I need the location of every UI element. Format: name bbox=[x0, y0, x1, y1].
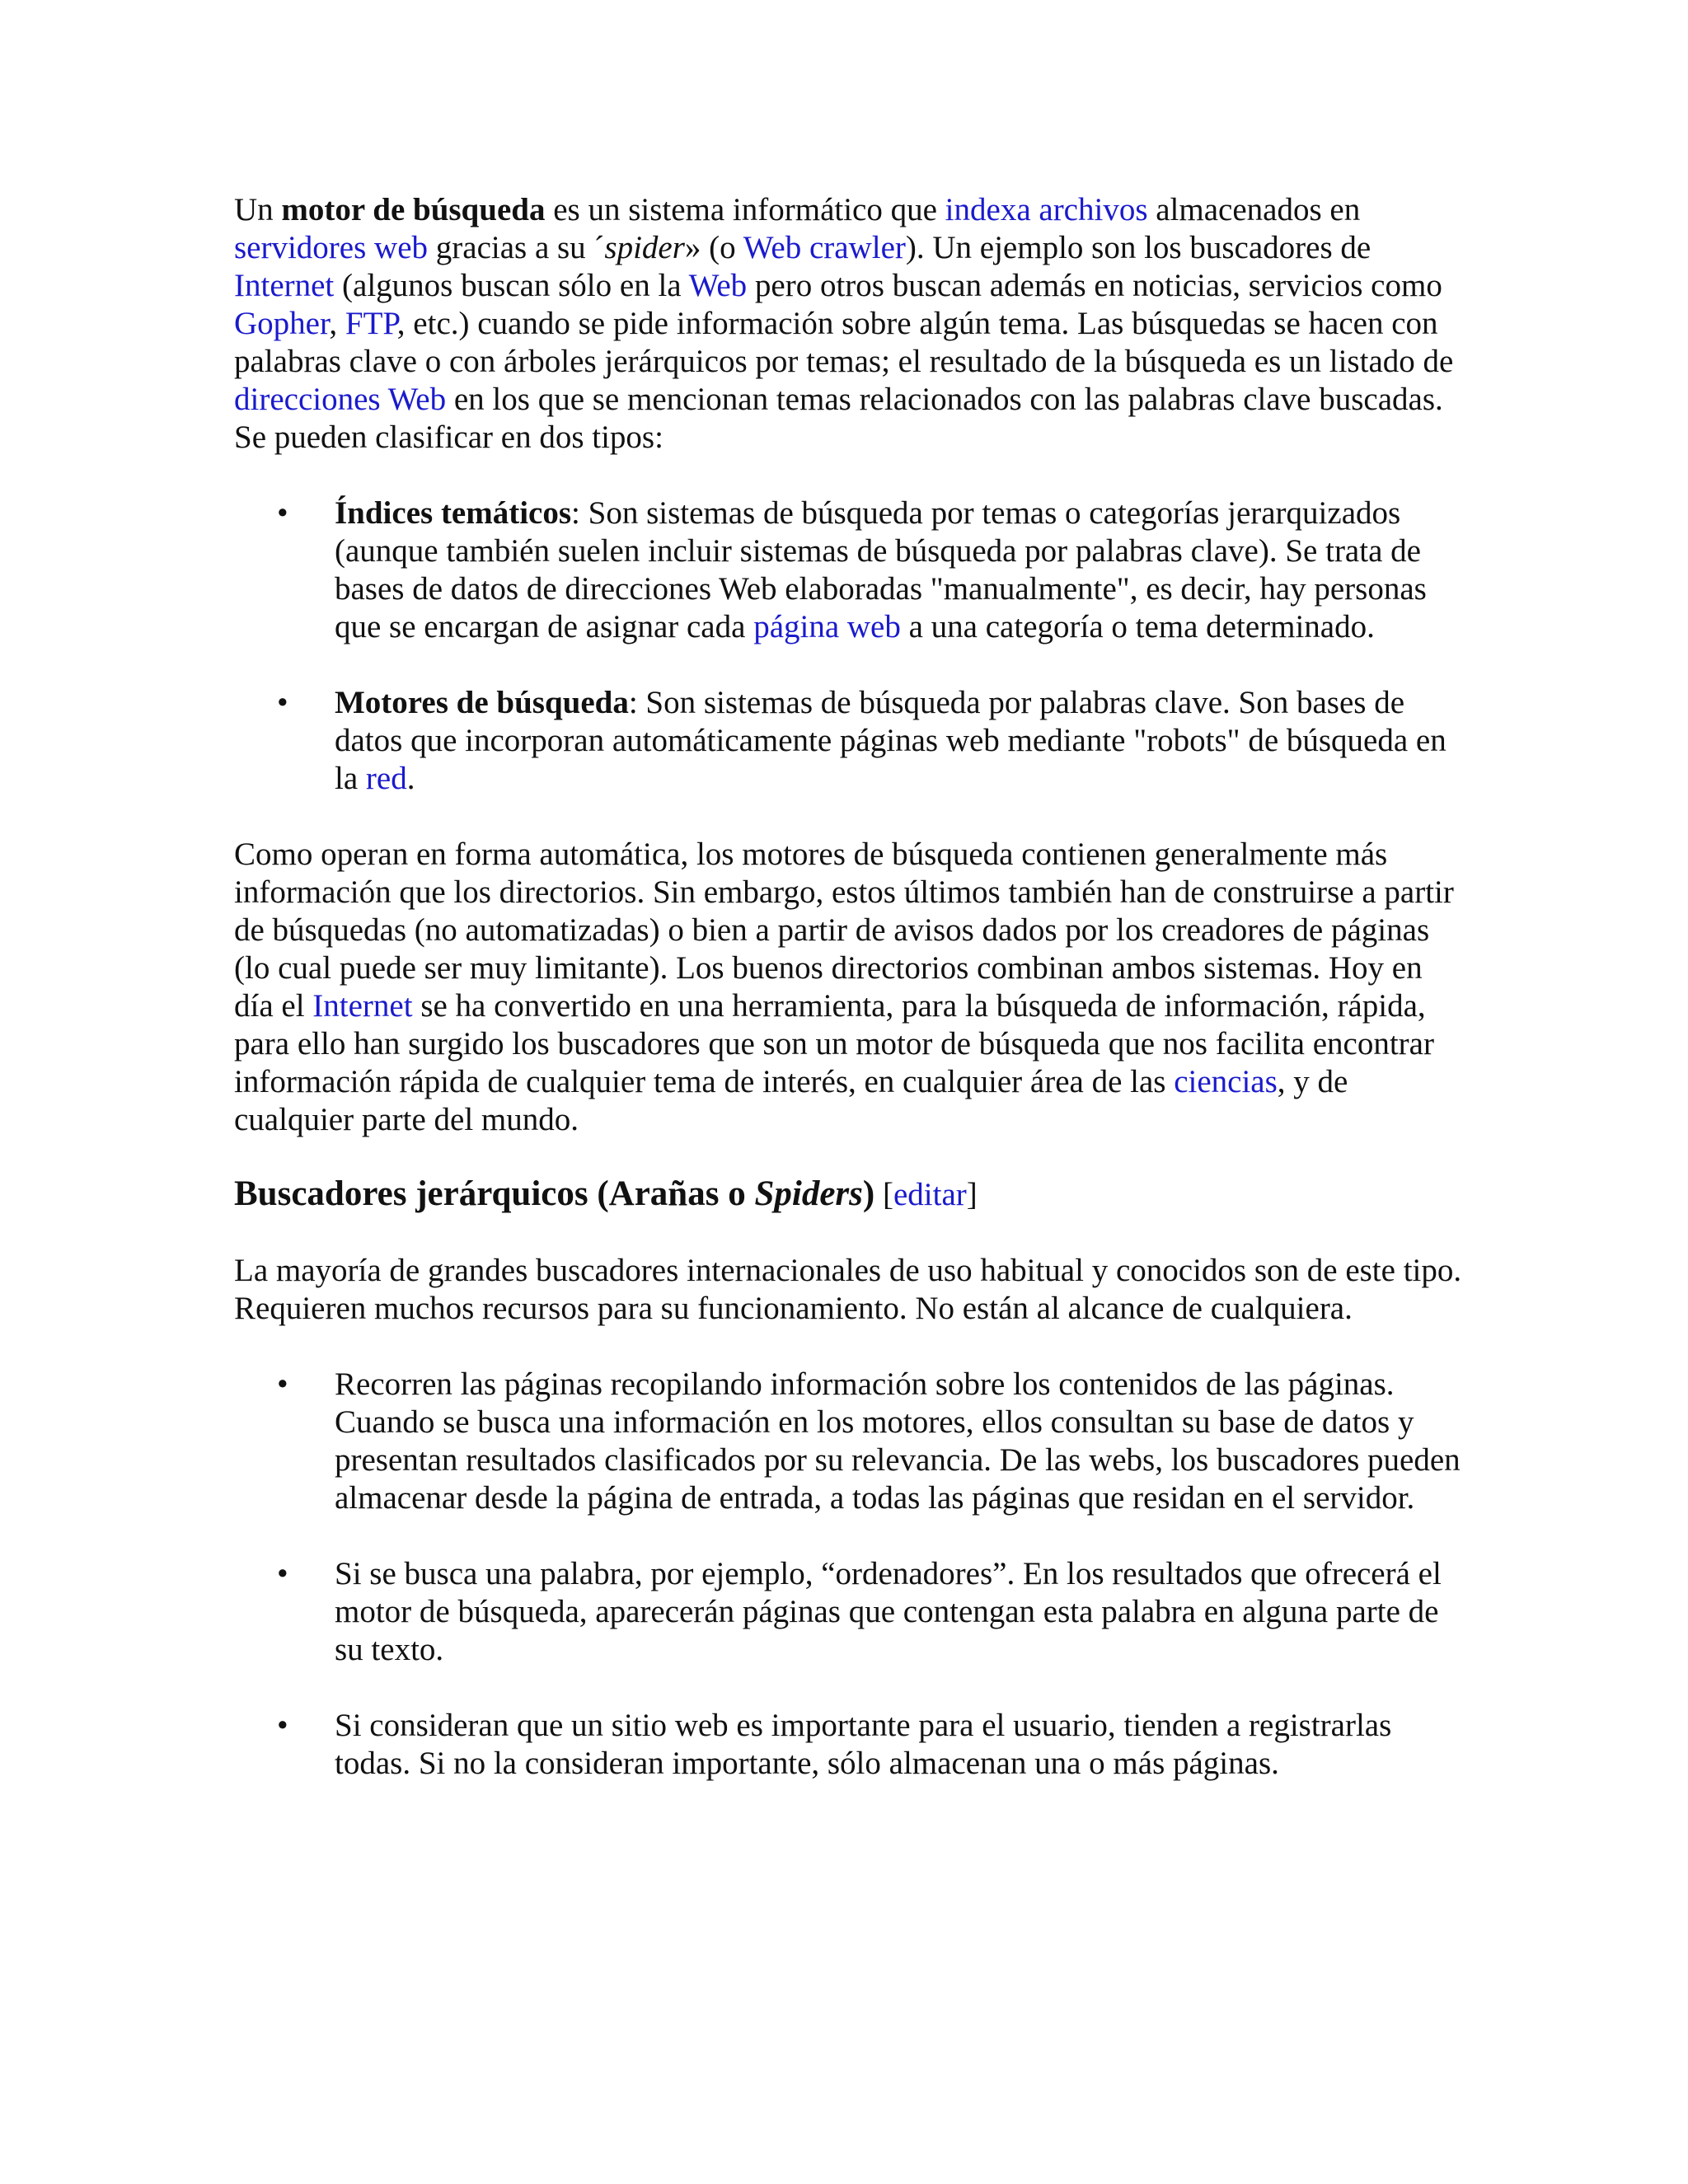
list-item-indices-tematicos bbox=[234, 494, 1467, 646]
list-item-term: Motores de búsqueda bbox=[335, 685, 629, 720]
list-item bbox=[234, 1366, 1467, 1517]
intro-text: es un sistema informático que bbox=[545, 192, 945, 227]
edit-section bbox=[874, 1177, 978, 1212]
document-body bbox=[234, 191, 1467, 1783]
edit-bracket: [ bbox=[874, 1177, 893, 1212]
paragraph-text: Como operan en forma automática, los motores de búsqueda contienen generalmente más información que los directorios. Sin embargo, estos últimos también han de construirse a partir de búsquedas (no automatizadas) o bien a partir de avisos dados por los creadores de páginas (lo cual puede ser muy limitante). Los buenos directorios combinan ambos sistemas. Hoy en día el bbox=[234, 837, 1454, 1024]
features-list bbox=[234, 1366, 1467, 1783]
list-item-text: : Son sistemas de búsqueda por temas o categorías jerarquizados (aunque también suelen incluir sistemas de búsqueda por palabras clave). Se trata de bases de datos de direcciones Web elaboradas "manualmente", es decir, hay personas que se encargan de asignar cada bbox=[335, 495, 1427, 644]
bullet-icon: • bbox=[277, 1366, 288, 1402]
bullet-icon: • bbox=[277, 1556, 288, 1591]
list-item bbox=[234, 1707, 1467, 1783]
paragraph-text: se ha convertido en una herramienta, para la búsqueda de información, rápida, para ello han surgido los buscadores que son un motor de búsqueda que nos facilita encontrar información rápida de cualquier tema de interés, en cualquier área de las bbox=[234, 988, 1434, 1099]
link-pagina-web[interactable]: página web bbox=[753, 609, 901, 644]
intro-text: (algunos buscan sólo en la bbox=[334, 268, 689, 303]
section-heading bbox=[234, 1174, 1467, 1216]
intro-paragraph bbox=[234, 191, 1467, 457]
heading-italic: Spiders bbox=[754, 1174, 863, 1213]
list-item-text: . bbox=[406, 761, 415, 796]
bullet-icon: • bbox=[277, 685, 288, 720]
intro-italic-term: spider bbox=[604, 230, 685, 265]
list-item-text: Recorren las páginas recopilando información sobre los contenidos de las páginas. Cuando se busca una información en los motores, ellos consultan su base de datos y presentan resultados clasificados por su relevancia. De las webs, los buscadores pueden almacenar desde la página de entrada, a todas las páginas que residan en el servidor. bbox=[335, 1366, 1461, 1516]
intro-text: Un bbox=[234, 192, 282, 227]
link-servidores-web[interactable]: servidores web bbox=[234, 230, 429, 265]
bullet-icon: • bbox=[277, 1708, 288, 1743]
list-item-motores-de-busqueda bbox=[234, 684, 1467, 798]
intro-text: gracias a su ´ bbox=[428, 230, 605, 265]
intro-text: pero otros buscan además en noticias, servicios como bbox=[747, 268, 1442, 303]
intro-bold-term: motor de búsqueda bbox=[281, 192, 546, 227]
intro-text: , bbox=[329, 306, 345, 341]
intro-text: ). Un ejemplo son los buscadores de bbox=[905, 230, 1372, 265]
link-web[interactable]: Web bbox=[688, 268, 748, 303]
intro-text: » (o bbox=[684, 230, 743, 265]
list-item-term: Índices temáticos bbox=[335, 495, 572, 531]
list-item-text: : Son sistemas de búsqueda por palabras clave. Son bases de datos que incorporan automáticamente páginas web mediante "robots" de búsqueda en la bbox=[335, 685, 1447, 796]
list-item-text: a una categoría o tema determinado. bbox=[900, 609, 1375, 644]
list-item bbox=[234, 1555, 1467, 1669]
heading-text: Buscadores jerárquicos (Arañas o bbox=[234, 1174, 755, 1213]
section-intro-paragraph: La mayoría de grandes buscadores internacionales de uso habitual y conocidos son de este tipo. Requieren muchos recursos para su funcionamiento. No están al alcance de cualquiera. bbox=[234, 1253, 1462, 1326]
link-indexa-archivos[interactable]: indexa archivos bbox=[945, 192, 1148, 227]
link-direcciones-web[interactable]: direcciones Web bbox=[234, 382, 447, 417]
intro-text: , etc.) cuando se pide información sobre algún tema. Las búsquedas se hacen con palabras clave o con árboles jerárquicos por temas; el resultado de la búsqueda es un listado de bbox=[234, 306, 1454, 379]
intro-text: almacenados en bbox=[1147, 192, 1361, 227]
list-item-text: Si se busca una palabra, por ejemplo, “ordenadores”. En los resultados que ofrecerá el motor de búsqueda, aparecerán páginas que contengan esta palabra en alguna parte de su texto. bbox=[335, 1556, 1442, 1667]
list-item-text: Si consideran que un sitio web es importante para el usuario, tienden a registrarlas todas. Si no la consideran importante, sólo almacenan una o más páginas. bbox=[335, 1708, 1392, 1781]
edit-link[interactable]: editar bbox=[893, 1177, 967, 1212]
link-gopher[interactable]: Gopher bbox=[234, 306, 330, 341]
link-internet-2[interactable]: Internet bbox=[312, 988, 413, 1024]
paragraph-text: , y de cualquier parte del mundo. bbox=[234, 1064, 1348, 1137]
intro-text: en los que se mencionan temas relacionados con las palabras clave buscadas. Se pueden clasificar en dos tipos: bbox=[234, 382, 1443, 455]
operation-paragraph bbox=[234, 836, 1467, 1139]
heading-text: ) bbox=[862, 1174, 875, 1213]
link-web-crawler[interactable]: Web crawler bbox=[743, 230, 906, 265]
bullet-icon: • bbox=[277, 495, 288, 531]
link-red[interactable]: red bbox=[365, 761, 407, 796]
types-list bbox=[234, 494, 1467, 798]
edit-bracket: ] bbox=[966, 1177, 978, 1212]
link-ftp[interactable]: FTP bbox=[345, 306, 397, 341]
link-internet[interactable]: Internet bbox=[234, 268, 335, 303]
link-ciencias[interactable]: ciencias bbox=[1174, 1064, 1278, 1099]
